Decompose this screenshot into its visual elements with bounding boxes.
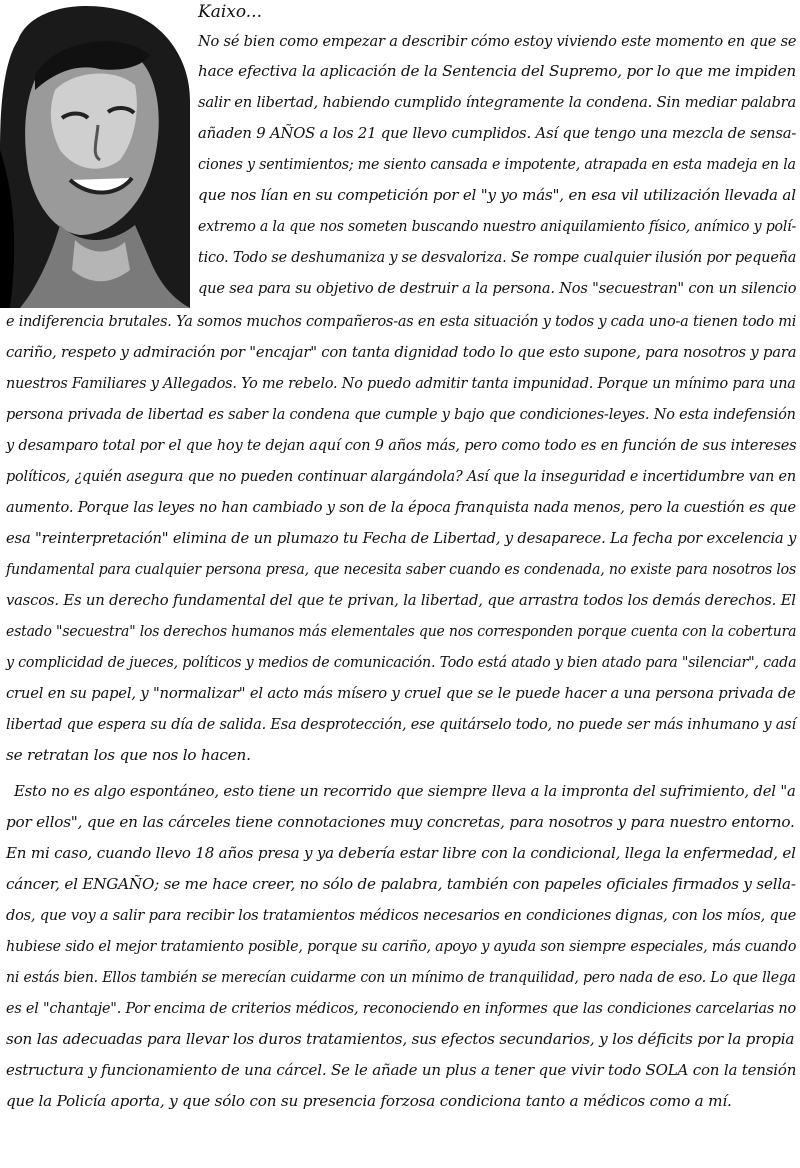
text-line: hace efectiva la aplicación de la Sentencia del Supremo, por lo que me impiden <box>198 62 796 80</box>
text-line: persona privada de libertad es saber la condena que cumple y bajo que condiciones-leyes. No esta indefensión <box>6 405 796 423</box>
text-line: dos, que voy a salir para recibir los tratamientos médicos necesarios en condiciones dignas, con los míos, que <box>6 906 797 924</box>
text-line: vascos. Es un derecho fundamental del que te privan, la libertad, que arrastra todos los demás derechos. El <box>6 591 796 609</box>
text-line: que sea para su objetivo de destruir a la persona. Nos "secuestran" con un silencio <box>198 279 797 297</box>
text-line: estado "secuestra" los derechos humanos más elementales que nos corresponden porque cuenta con la cobertura <box>6 622 797 640</box>
text-line: por ellos", que en las cárceles tiene connotaciones muy concretas, para nosotros y para nuestro entorno. <box>6 813 795 831</box>
text-line: cariño, respeto y admiración por "encajar" con tanta dignidad todo lo que esto supone, para nosotros y para <box>6 343 797 361</box>
text-line: cruel en su papel, y "normalizar" el acto más mísero y cruel que se le puede hacer a una persona privada de <box>6 684 796 702</box>
text-line: No sé bien como empezar a describir cómo estoy viviendo este momento en que se <box>198 32 797 50</box>
text-line: fundamental para cualquier persona presa, que necesita saber cuando es condenada, no existe para nosotros los <box>6 560 797 578</box>
text-line: extremo a la que nos someten buscando nuestro aniquilamiento físico, anímico y polí- <box>198 217 797 235</box>
text-line: es el "chantaje". Por encima de criterios médicos, reconociendo en informes que las condiciones carcelarias no <box>6 999 796 1017</box>
text-line: aumento. Porque las leyes no han cambiado y son de la época franquista nada menos, pero la cuestión es que <box>6 498 796 516</box>
text-line: políticos, ¿quién asegura que no pueden continuar alargándola? Así que la inseguridad e incertidumbre van en <box>6 467 796 485</box>
text-line: añaden 9 AÑOS a los 21 que llevo cumplidos. Así que tengo una mezcla de sensa- <box>198 124 797 142</box>
text-line: son las adecuadas para llevar los duros tratamientos, sus efectos secundarios, y los déficits por la propia <box>6 1030 795 1048</box>
text-line: ciones y sentimientos; me siento cansada e impotente, atrapada en esta madeja en la <box>198 155 796 173</box>
text-line: ni estás bien. Ellos también se merecían cuidarme con un mínimo de tranquilidad, pero nada de eso. Lo que llega <box>6 968 796 986</box>
text-line: y complicidad de jueces, políticos y medios de comunicación. Todo está atado y bien atado para "silenciar", cada <box>6 653 797 671</box>
text-line: salir en libertad, habiendo cumplido íntegramente la condena. Sin mediar palabra <box>198 93 797 111</box>
text-line: En mi caso, cuando llevo 18 años presa y ya debería estar libre con la condicional, llega la enfermedad, el <box>6 844 796 862</box>
text-line: Esto no es algo espontáneo, esto tiene un recorrido que siempre lleva a la impronta del sufrimiento, del "a <box>14 782 796 800</box>
text-line: nuestros Familiares y Allegados. Yo me rebelo. No puedo admitir tanta impunidad. Porque un mínimo para una <box>6 374 796 392</box>
greeting: Kaixo... <box>198 2 263 22</box>
text-line: que nos lían en su competición por el "y yo más", en esa vil utilización llevada al <box>198 186 796 204</box>
text-line: se retratan los que nos lo hacen. <box>6 746 251 764</box>
text-line: cáncer, el ENGAÑO; se me hace creer, no sólo de palabra, también con papeles oficiales firmados y sella- <box>6 875 796 893</box>
text-line: y desamparo total por el que hoy te dejan aquí con 9 años más, pero como todo es en función de sus intereses <box>6 436 797 454</box>
portrait-image <box>0 0 190 308</box>
text-line: libertad que espera su día de salida. Esa desprotección, ese quitárselo todo, no puede ser más inhumano y así <box>6 715 796 733</box>
text-line: que la Policía aporta, y que sólo con su presencia forzosa condiciona tanto a médicos como a mí. <box>6 1092 732 1110</box>
text-line: e indiferencia brutales. Ya somos muchos compañeros-as en esta situación y todos y cada uno-a tienen todo mi <box>6 312 797 330</box>
text-line: hubiese sido el mejor tratamiento posible, porque su cariño, apoyo y ayuda son siempre especiales, más cuando <box>6 937 797 955</box>
text-line: estructura y funcionamiento de una cárcel. Se le añade un plus a tener que vivir todo SOLA con la tensión <box>6 1061 797 1079</box>
text-line: tico. Todo se deshumaniza y se desvaloriza. Se rompe cualquier ilusión por pequeña <box>198 248 797 266</box>
portrait-photo <box>0 0 190 308</box>
text-line: esa "reinterpretación" elimina de un plumazo tu Fecha de Libertad, y desaparece. La fecha por excelencia y <box>6 529 797 547</box>
